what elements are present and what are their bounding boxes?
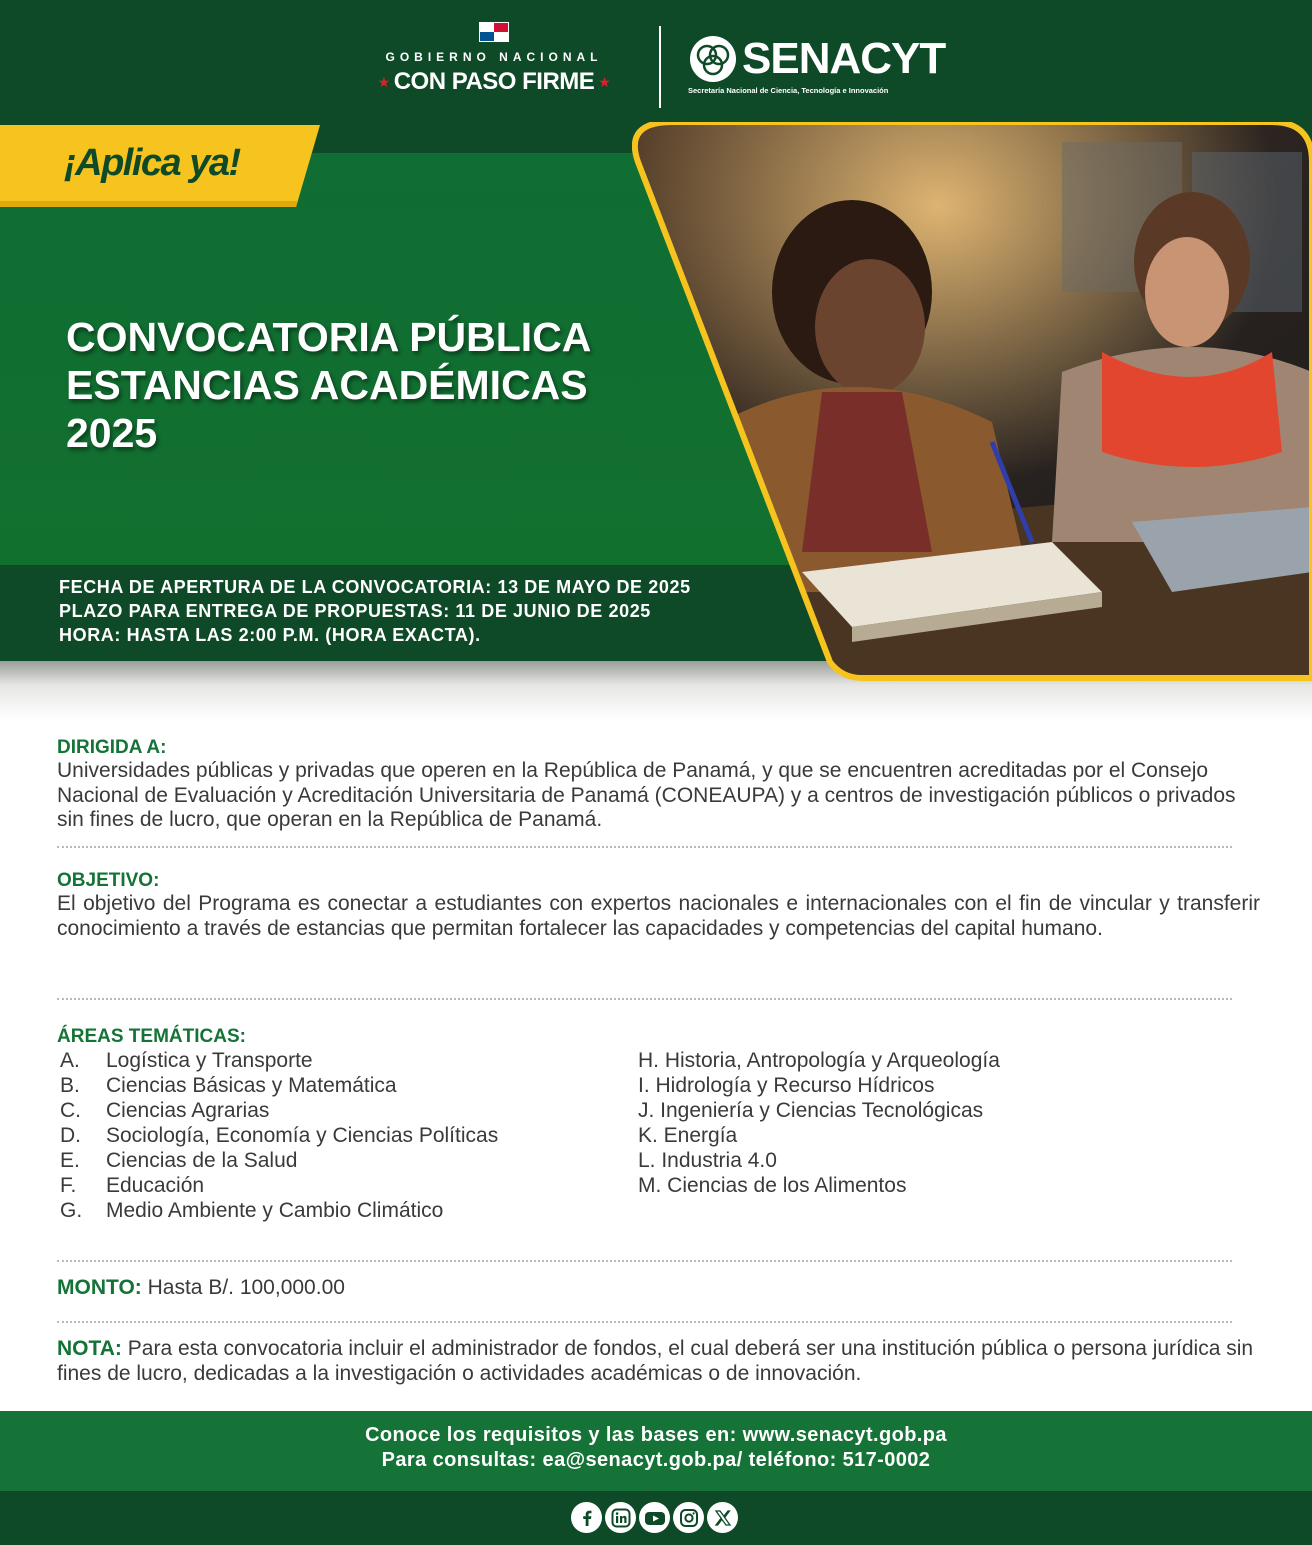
gov-line1: GOBIERNO NACIONAL xyxy=(385,50,603,64)
youtube-icon[interactable] xyxy=(639,1502,670,1533)
objective-section xyxy=(57,870,1260,941)
area-letter: C. xyxy=(60,1099,81,1122)
amount-value: Hasta B/. 100,000.00 xyxy=(147,1276,345,1299)
page-title xyxy=(66,313,591,457)
opening-date: FECHA DE APERTURA DE LA CONVOCATORIA: 13 DE MAYO DE 2025 xyxy=(59,577,691,597)
area-name: Medio Ambiente y Cambio Climático xyxy=(106,1199,444,1222)
instagram-icon[interactable] xyxy=(673,1502,704,1533)
list-item xyxy=(60,1148,498,1173)
list-item xyxy=(60,1073,498,1098)
senacyt-mark-icon xyxy=(688,34,738,84)
objective-heading: OBJETIVO: xyxy=(57,870,160,891)
government-logo xyxy=(356,22,632,96)
footer-inquiries[interactable]: Para consultas: ea@senacyt.gob.pa/ teléfono: 517-0002 xyxy=(381,1449,931,1471)
divider xyxy=(57,846,1232,848)
area-letter: G. xyxy=(60,1199,83,1222)
areas-list-right xyxy=(638,1048,1000,1198)
list-item: L. Industria 4.0 xyxy=(638,1149,777,1172)
note-label: NOTA: xyxy=(57,1337,122,1360)
org-subtitle: Secretaría Nacional de Ciencia, Tecnología e Innovación xyxy=(688,86,889,95)
amount-label: MONTO: xyxy=(57,1276,142,1299)
areas-section xyxy=(57,1026,1260,1048)
gov-slogan: CON PASO FIRME xyxy=(393,68,595,95)
divider xyxy=(57,1260,1232,1262)
linkedin-icon[interactable] xyxy=(605,1502,636,1533)
area-name: Educación xyxy=(106,1174,205,1197)
star-icon: ★ xyxy=(377,74,390,91)
footer-contact xyxy=(0,1423,1312,1473)
list-item xyxy=(60,1048,498,1073)
org-name: SENACYT xyxy=(742,34,946,83)
title-line3: 2025 xyxy=(66,410,158,456)
x-icon[interactable] xyxy=(707,1502,738,1533)
list-item: K. Energía xyxy=(638,1124,738,1147)
list-item: H. Historia, Antropología y Arqueología xyxy=(638,1049,1000,1072)
area-letter: F. xyxy=(60,1174,77,1197)
areas-heading: ÁREAS TEMÁTICAS: xyxy=(57,1026,246,1047)
area-letter: A. xyxy=(60,1049,80,1072)
area-name: Logística y Transporte xyxy=(106,1049,313,1072)
area-name: Ciencias Básicas y Matemática xyxy=(106,1074,397,1097)
students-photo xyxy=(632,122,1312,682)
note-text: Para esta convocatoria incluir el administrador de fondos, el cual deberá ser una institución pública o persona jurídica sin fines de lucro, dedicadas a la investigación o actividades académicas o de innovación. xyxy=(57,1337,1254,1385)
objective-text: El objetivo del Programa es conectar a estudiantes con expertos nacionales e internacionales con el fin de vincular y transferir conocimiento a través de estancias que permitan fortalecer las capacidades y competencias del capital humano. xyxy=(57,892,1260,940)
target-section xyxy=(57,737,1260,833)
area-name: Ciencias Agrarias xyxy=(106,1099,270,1122)
senacyt-logo xyxy=(688,34,945,95)
list-item xyxy=(60,1098,498,1123)
star-icon: ★ xyxy=(598,74,611,91)
list-item xyxy=(60,1173,498,1198)
key-dates xyxy=(59,575,691,647)
divider xyxy=(57,998,1232,1000)
deadline-time: HORA: HASTA LAS 2:00 P.M. (HORA EXACTA). xyxy=(59,625,481,645)
panama-flag-icon xyxy=(479,22,509,42)
title-line1: CONVOCATORIA PÚBLICA xyxy=(66,314,592,360)
area-name: Sociología, Economía y Ciencias Políticas xyxy=(106,1124,499,1147)
list-item xyxy=(60,1198,498,1223)
deadline-date: PLAZO PARA ENTREGA DE PROPUESTAS: 11 DE JUNIO DE 2025 xyxy=(59,601,651,621)
footer-requirements[interactable]: Conoce los requisitos y las bases en: www.senacyt.gob.pa xyxy=(365,1424,947,1446)
areas-list-left xyxy=(60,1048,498,1223)
title-line2: ESTANCIAS ACADÉMICAS xyxy=(66,362,588,408)
facebook-icon[interactable] xyxy=(571,1502,602,1533)
target-heading: DIRIGIDA A: xyxy=(57,737,167,758)
social-links xyxy=(571,1502,738,1533)
divider xyxy=(57,1321,1232,1323)
list-item: I. Hidrología y Recurso Hídricos xyxy=(638,1074,935,1097)
logo-divider xyxy=(659,26,661,108)
list-item xyxy=(60,1123,498,1148)
area-letter: E. xyxy=(60,1149,80,1172)
apply-badge-label: ¡Aplica ya! xyxy=(64,142,240,184)
gov-line2 xyxy=(356,68,632,96)
area-name: Ciencias de la Salud xyxy=(106,1149,298,1172)
list-item: M. Ciencias de los Alimentos xyxy=(638,1174,907,1197)
list-item: J. Ingeniería y Ciencias Tecnológicas xyxy=(638,1099,984,1122)
area-letter: B. xyxy=(60,1074,80,1097)
target-text: Universidades públicas y privadas que operen en la República de Panamá, y que se encuentren acreditadas por el Consejo Nacional de Evaluación y Acreditación Universitaria de Panamá (CONEAUPA) y a centros de investigación públicos o privados sin fines de lucro, que operan en la República de Panamá. xyxy=(57,759,1236,831)
note-section xyxy=(57,1337,1282,1386)
amount-section xyxy=(57,1276,1260,1301)
area-letter: D. xyxy=(60,1124,81,1147)
